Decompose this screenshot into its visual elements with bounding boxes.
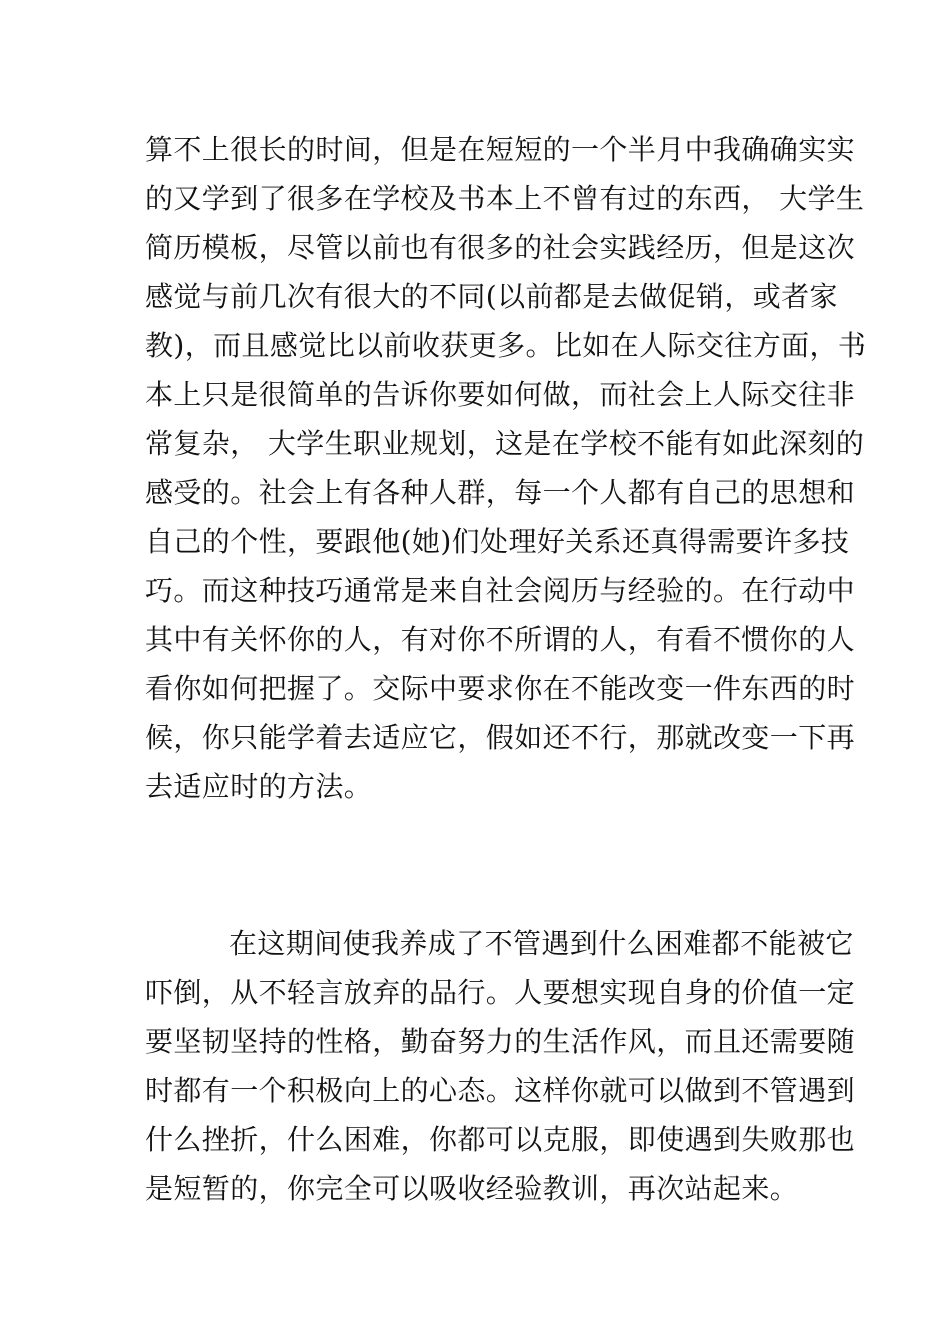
text-line: 候，你只能学着去适应它，假如还不行，那就改变一下再: [145, 721, 856, 754]
text-line: 看你如何把握了。交际中要求你在不能改变一件东西的时: [145, 672, 856, 705]
text-line: 是短暂的，你完全可以吸收经验教训，再次站起来。: [145, 1172, 799, 1205]
text-line: 要坚韧坚持的性格，勤奋努力的生活作风，而且还需要随: [145, 1025, 856, 1058]
text-line: 本上只是很简单的告诉你要如何做，而社会上人际交往非: [145, 378, 856, 411]
text-line: 简历模板，尽管以前也有很多的社会实践经历，但是这次: [145, 231, 856, 264]
text-line: 教)，而且感觉比以前收获更多。比如在人际交往方面，书: [145, 329, 867, 362]
text-line: 感觉与前几次有很大的不同(以前都是去做促销，或者家: [145, 280, 838, 313]
text-line: 去适应时的方法。: [145, 770, 373, 803]
text-line: 什么挫折，什么困难，你都可以克服，即使遇到失败那也: [145, 1123, 856, 1156]
text-line: 其中有关怀你的人，有对你不所谓的人，有看不惯你的人: [145, 623, 856, 656]
text-line: 自己的个性，要跟他(她)们处理好关系还真得需要许多技: [145, 525, 850, 558]
text-line: 常复杂， 大学生职业规划，这是在学校不能有如此深刻的: [145, 427, 865, 460]
text-line: 吓倒，从不轻言放弃的品行。人要想实现自身的价值一定: [145, 976, 856, 1009]
text-line: 的又学到了很多在学校及书本上不曾有过的东西， 大学生: [145, 182, 865, 215]
text-line: 时都有一个积极向上的心态。这样你就可以做到不管遇到: [145, 1074, 856, 1107]
text-line: 感受的。社会上有各种人群，每一个人都有自己的思想和: [145, 476, 856, 509]
text-line: 算不上很长的时间，但是在短短的一个半月中我确确实实: [145, 133, 856, 166]
text-line: 巧。而这种技巧通常是来自社会阅历与经验的。在行动中: [145, 574, 856, 607]
text-line: 在这期间使我养成了不管遇到什么困难都不能被它: [229, 927, 854, 960]
